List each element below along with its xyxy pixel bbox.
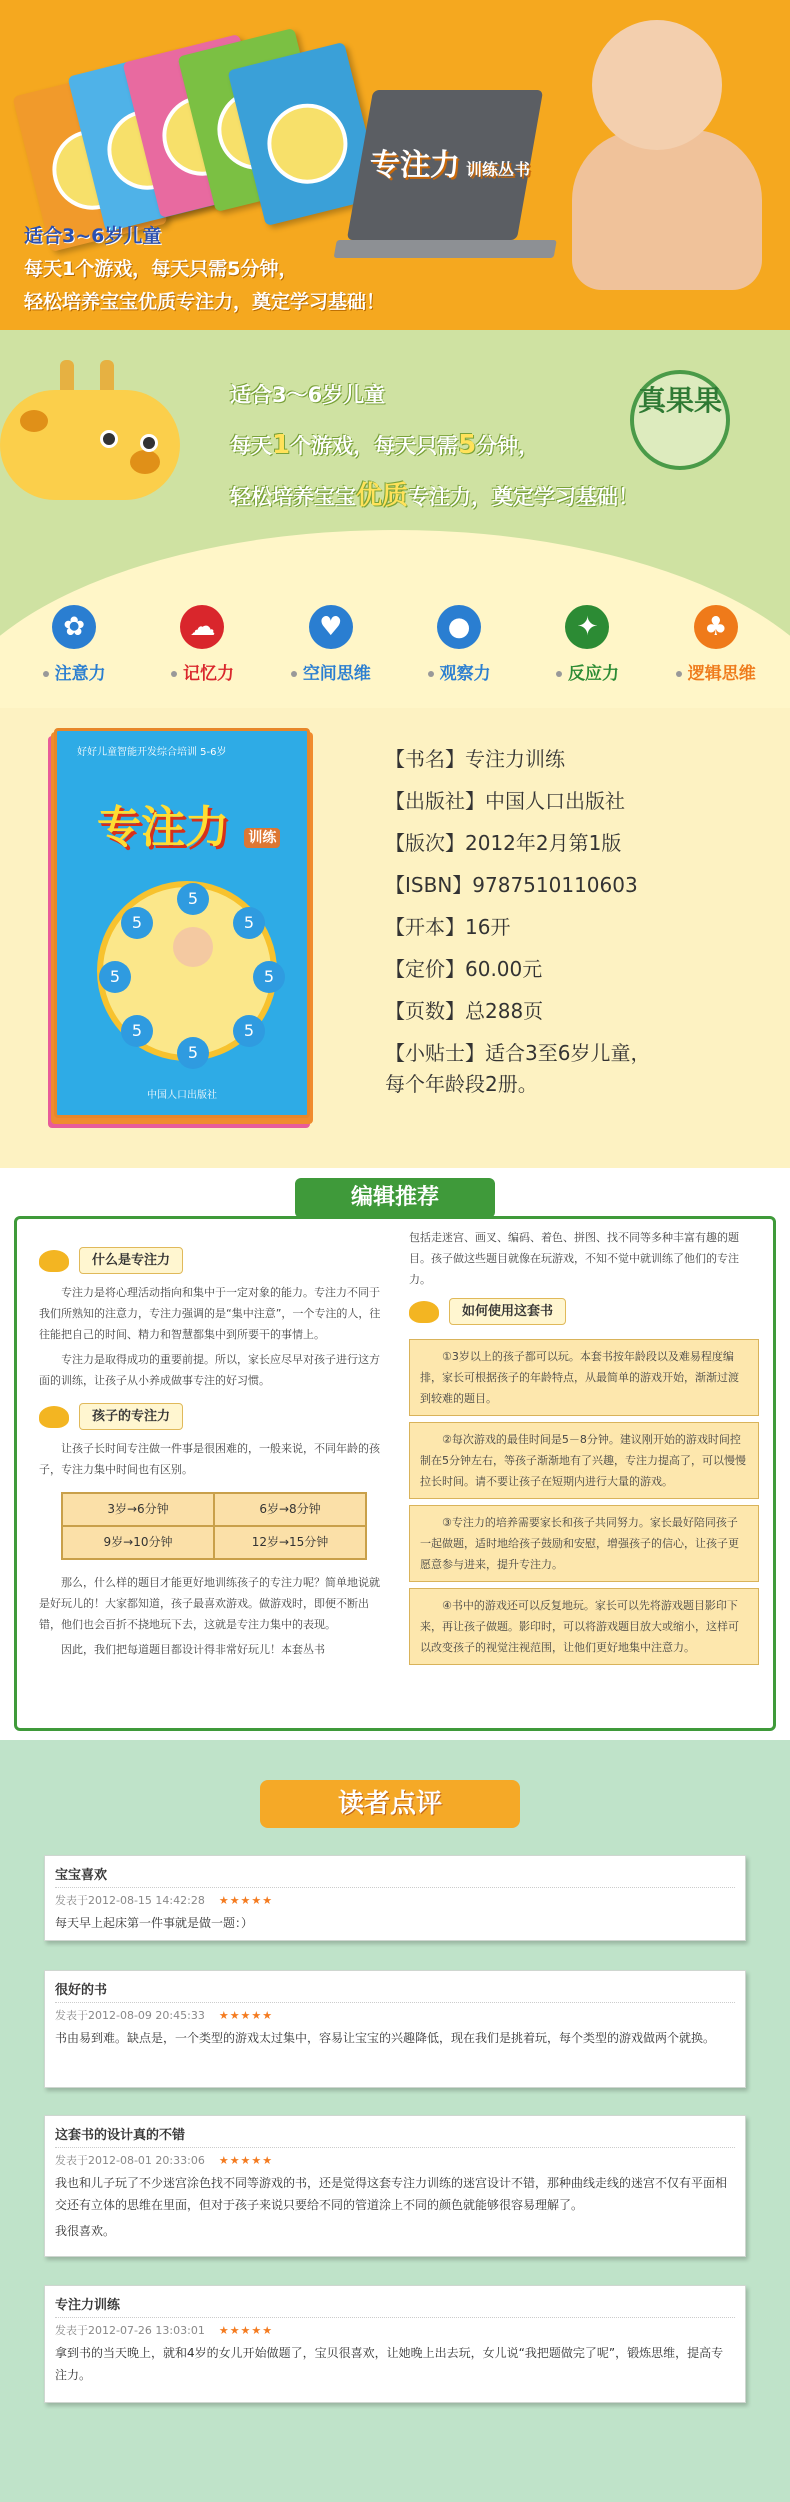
review-card: [44, 2285, 746, 2403]
review-content: 我也和儿子玩了不少迷宫涂色找不同等游戏的书，还是觉得这套专注力训练的迷宫设计不错，那种曲线走线的迷宫不仅有平面相交还有立体的思维在里面，但对于孩子来说只要给不同的管道涂上不同的颜色就能够很容易理解了。: [55, 2176, 728, 2212]
trait-label: 逻辑思维: [656, 659, 776, 684]
book-cover-image: [48, 728, 318, 1128]
banner-daily: 每天1个游戏，每天只需5分钟，: [24, 258, 298, 280]
duck-icon: [39, 1250, 69, 1272]
clock-icon: 5 5 5 5 5 5 5 5: [97, 881, 277, 1061]
trait-label: 注意力: [14, 659, 134, 684]
bird-icon: ✦: [565, 605, 609, 649]
review-card: [44, 2115, 746, 2257]
banner-goal: 轻松培养宝宝优质专注力，奠定学习基础！: [24, 291, 386, 313]
section-heading: 什么是专注力: [79, 1247, 183, 1274]
spec-pages: 【页数】总288页: [385, 999, 544, 1023]
heart-icon: ♥: [309, 605, 353, 649]
rating-stars: ★★★★★: [218, 2324, 274, 2337]
review-title: 宝宝喜欢: [55, 1864, 735, 1888]
cover-publisher: 中国人口出版社: [147, 1090, 217, 1101]
usage-tips: [409, 1588, 759, 1665]
paragraph: 专注力是取得成功的重要前提。所以，家长应尽早对孩子进行这方面的训练，让孩子从小养成做事专注的好习惯。: [39, 1353, 380, 1387]
daily-plan: 每天1个游戏，每天只需5分钟，: [230, 430, 540, 460]
spec-tip-cont: 每个年龄段2册。: [385, 1072, 538, 1096]
editor-left-column: [39, 1239, 389, 1664]
age-table: 3岁→6分钟 6岁→8分钟 9岁→10分钟 12岁→15分钟: [61, 1492, 367, 1560]
review-content: 每天早上起床第一件事就是做一题：）: [55, 1916, 254, 1930]
tip: ②每次游戏的最佳时间是5－8分钟。建议刚开始的游戏时间控制在5分钟左右，等孩子渐渐地有了兴趣，专注力提高了，可以慢慢拉长时间。请不要让孩子在短期内进行大量的游戏。: [420, 1433, 746, 1488]
review-card: [44, 1855, 746, 1941]
banner-text: [24, 220, 385, 319]
usage-tips: [409, 1339, 759, 1416]
trait-item: [399, 605, 519, 684]
editor-title: 编辑推荐: [295, 1178, 495, 1218]
trait-item: [656, 605, 776, 684]
cover-title: 专注力 训练: [97, 791, 280, 855]
spec-isbn: 【ISBN】9787510110603: [385, 873, 638, 897]
paragraph: 包括走迷宫、画叉、编码、着色、拼图、找不同等多种丰富有趣的题目。孩子做这些题目就像在玩游戏，不知不觉中就训练了他们的专注力。: [409, 1231, 739, 1286]
editor-box: [14, 1216, 776, 1731]
series-title: 专注力 训练丛书: [370, 148, 531, 183]
feature-text: [230, 370, 639, 522]
top-banner: [0, 0, 790, 330]
section-heading: 如何使用这套书: [449, 1298, 566, 1325]
review-date: 发表于2012-08-15 14:42:28: [55, 1894, 205, 1907]
review-title: 很好的书: [55, 1979, 735, 2003]
editor-right-column: [409, 1227, 759, 1671]
baby-image: [542, 20, 772, 300]
paragraph: 因此，我们把每道题目都设计得非常好玩儿！本套丛书: [61, 1643, 325, 1656]
reviews-section: [0, 1740, 790, 2502]
duck-icon: [409, 1301, 439, 1323]
tip: ③专注力的培养需要家长和孩子共同努力。家长最好陪同孩子一起做题，适时地给孩子鼓励和安慰，增强孩子的信心，让孩子更愿意参与进来，提升专注力。: [420, 1516, 739, 1571]
duck-icon: [39, 1406, 69, 1428]
trait-item: [271, 605, 391, 684]
features-section: [0, 330, 790, 708]
book-stack-image: [30, 40, 360, 240]
spec-price: 【定价】60.00元: [385, 957, 543, 981]
spec-edition: 【版次】2012年2月第1版: [385, 831, 622, 855]
spec-title: 【书名】专注力训练: [385, 747, 565, 771]
girl-icon: [173, 927, 213, 967]
brand-stamp: 真果果: [630, 370, 730, 470]
spec-publisher: 【出版社】中国人口出版社: [385, 789, 625, 813]
rating-stars: ★★★★★: [218, 2009, 274, 2022]
book-info-section: [0, 708, 790, 1168]
rating-stars: ★★★★★: [218, 1894, 274, 1907]
review-content: 书由易到难。缺点是，一个类型的游戏太过集中，容易让宝宝的兴趣降低，现在我们是挑着玩，每个类型的游戏做两个就换。: [55, 2031, 716, 2045]
trait-label: 观察力: [399, 659, 519, 684]
editor-section: [0, 1168, 790, 1740]
review-content: 拿到书的当天晚上，就和4岁的女儿开始做题了，宝贝很喜欢，让她晚上出去玩，女儿说“我把题做完了呢”，锻炼思维，提高专注力。: [55, 2346, 724, 2382]
giraffe-icon: [0, 350, 200, 540]
chick-icon: ●: [437, 605, 481, 649]
usage-tips: [409, 1505, 759, 1582]
rating-stars: ★★★★★: [218, 2154, 274, 2167]
trait-item: [142, 605, 262, 684]
review-date: 发表于2012-08-09 20:45:33: [55, 2009, 205, 2022]
trait-label: 空间思维: [271, 659, 391, 684]
review-date: 发表于2012-08-01 20:33:06: [55, 2154, 205, 2167]
tip: ①3岁以上的孩子都可以玩。本套书按年龄段以及难易程度编排，家长可根据孩子的年龄特点，从最简单的游戏开始，渐渐过渡到较难的题目。: [420, 1350, 739, 1405]
paragraph: 让孩子长时间专注做一件事是很困难的，一般来说，不同年龄的孩子，专注力集中时间也有区别。: [39, 1442, 380, 1476]
butterfly-icon: ✿: [52, 605, 96, 649]
review-title: 这套书的设计真的不错: [55, 2124, 735, 2148]
review-content: 我很喜欢。: [55, 2224, 116, 2238]
trait-list: [0, 605, 790, 684]
paragraph: 专注力是将心理活动指向和集中于一定对象的能力。专注力不同于我们所熟知的注意力，专注力强调的是“集中注意”，一个专注的人，往往能把自己的时间、精力和智慧都集中到所要干的事情上。: [39, 1286, 381, 1341]
review-card: [44, 1970, 746, 2088]
book-specs: [385, 738, 650, 1098]
reviews-title: 读者点评: [260, 1780, 520, 1828]
paragraph: 那么，什么样的题目才能更好地训练孩子的专注力呢？简单地说就是好玩儿的！大家都知道，孩子最喜欢游戏。做游戏时，即便不断出错，他们也会百折不挠地玩下去，这就是专注力集中的表现。: [39, 1576, 380, 1631]
cloud-icon: ☁: [180, 605, 224, 649]
spec-tip: 【小贴士】适合3至6岁儿童，: [385, 1041, 651, 1065]
goal: 轻松培养宝宝优质专注力，奠定学习基础！: [230, 481, 640, 511]
cover-series: 好好儿童智能开发综合培训 5-6岁: [77, 747, 227, 758]
tip: ④书中的游戏还可以反复地玩。家长可以先将游戏题目影印下来，再让孩子做题。影印时，可以将游戏题目放大或缩小，这样可以改变孩子的视觉注视范围，让他们更好地集中注意力。: [420, 1599, 739, 1654]
trait-label: 反应力: [527, 659, 647, 684]
trait-label: 记忆力: [142, 659, 262, 684]
mushroom-icon: ♣: [694, 605, 738, 649]
trait-item: [14, 605, 134, 684]
age-range: 适合3～6岁儿童: [230, 383, 386, 407]
review-date: 发表于2012-07-26 13:03:01: [55, 2324, 205, 2337]
banner-age: 适合3~6岁儿童: [24, 225, 162, 247]
section-heading: 孩子的专注力: [79, 1403, 183, 1430]
trait-item: [527, 605, 647, 684]
usage-tips: [409, 1422, 759, 1499]
spec-format: 【开本】16开: [385, 915, 511, 939]
review-title: 专注力训练: [55, 2294, 735, 2318]
